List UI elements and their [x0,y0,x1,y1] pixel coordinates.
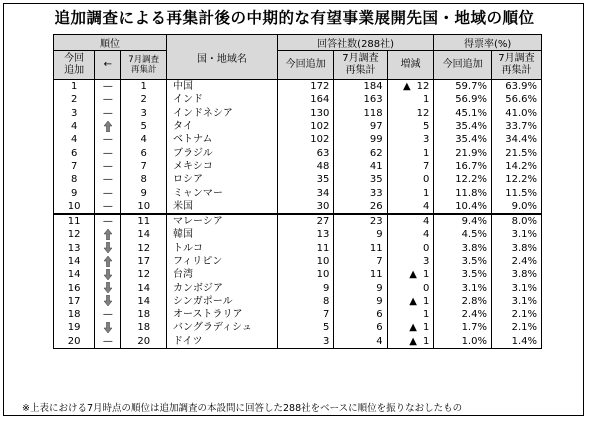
rank-current: 11 [54,214,95,228]
change-value: 0 [423,174,430,186]
respondents-july: 9 [334,295,387,308]
country-name: タイ [167,120,278,133]
respondents-current: 9 [277,281,334,294]
rank-change-arrow: — [95,200,121,214]
share-july: 3.8% [491,242,541,255]
share-current: 45.1% [434,107,492,120]
table-row [54,242,542,255]
country-name: ドイツ [167,335,278,349]
rank-change-arrow: — [95,335,121,349]
decrease-mark: ▲ [409,322,417,334]
respondents-july: 9 [334,228,387,241]
share-july: 8.0% [491,214,541,228]
rank-current: 16 [54,281,95,294]
rank-current: 4 [54,120,95,133]
page-title: 追加調査による再集計後の中期的な有望事業展開先国・地域の順位 [54,9,535,27]
arrow-down-icon [95,268,121,281]
share-current: 35.4% [434,133,492,146]
rank-change-arrow: — [95,107,121,120]
respondents-july: 7 [334,255,387,268]
arrow-down-icon [95,295,121,308]
rank-july: 2 [121,93,167,106]
rank-july: 5 [121,120,167,133]
arrow-down-icon [95,242,121,255]
change-value: 1 [423,269,430,281]
change-value: 1 [423,322,430,334]
respondents-current: 102 [277,120,334,133]
table-row [54,173,542,186]
table-row [54,80,542,94]
respondents-july: 33 [334,186,387,199]
rank-current: 14 [54,255,95,268]
arrow-up-icon [95,255,121,268]
share-july: 33.7% [491,120,541,133]
country-name: インド [167,93,278,106]
share-july: 21.5% [491,146,541,159]
share-july: 1.4% [491,335,541,349]
decrease-mark: ▲ [402,81,411,93]
rank-change-arrow: — [95,186,121,199]
change-value: 1 [423,335,430,347]
share-july: 2.1% [491,308,541,321]
table-row [54,133,542,146]
respondents-change [387,255,434,268]
rank-july: 11 [121,214,167,228]
share-july: 56.6% [491,93,541,106]
table-row [54,120,542,133]
share-july: 14.2% [491,160,541,173]
change-header: 増減 [387,51,434,80]
share-current: 9.4% [434,214,492,228]
country-name: ロシア [167,173,278,186]
rank-current: 4 [54,133,95,146]
rank-july: 18 [121,321,167,334]
respondents-current: 11 [277,242,334,255]
table-row [54,255,542,268]
change-value: 4 [423,229,430,241]
share-july: 3.8% [491,268,541,281]
rank-july: 9 [121,186,167,199]
respondents-current: 164 [277,93,334,106]
country-name: メキシコ [167,160,278,173]
rank-change-arrow: — [95,173,121,186]
change-value: 1 [423,295,430,307]
respondents-current: 27 [277,214,334,228]
country-name: オーストラリア [167,308,278,321]
rank-july: 6 [121,146,167,159]
change-value: 1 [423,187,430,199]
rank-july: 10 [121,200,167,214]
arrow-down-icon [95,281,121,294]
respondents-change [387,321,434,334]
country-name: ミャンマー [167,186,278,199]
decrease-mark: ▲ [409,269,417,281]
change-value: 0 [423,242,430,254]
country-name: ベトナム [167,133,278,146]
share-july: 34.4% [491,133,541,146]
rank-current: 9 [54,186,95,199]
country-name: 中国 [167,80,278,94]
arrow-up-icon [95,120,121,133]
country-name: カンボジア [167,281,278,294]
rank-current-header: 今回 追加 [54,51,95,80]
rank-july-header: 7月調査 再集計 [121,51,167,80]
rank-july: 7 [121,160,167,173]
share-july: 3.1% [491,295,541,308]
share-july: 12.2% [491,173,541,186]
share-current: 59.7% [434,80,492,94]
rank-july: 14 [121,281,167,294]
rank-july: 8 [121,173,167,186]
country-name: 台湾 [167,268,278,281]
rank-july: 20 [121,335,167,349]
rank-july: 12 [121,268,167,281]
rank-current: 10 [54,200,95,214]
change-value: 4 [423,200,430,212]
share-july: 3.1% [491,228,541,241]
rank-current: 13 [54,242,95,255]
respondents-july: 163 [334,93,387,106]
change-value: 3 [423,256,430,267]
arrow-up-icon [95,228,121,241]
respondents-july: 4 [334,335,387,349]
share-group-header: 得票率(%) [434,35,542,51]
country-name: バングラディシュ [167,321,278,334]
share-current: 2.4% [434,308,492,321]
rank-july: 3 [121,107,167,120]
respondents-change [387,146,434,159]
respondents-current: 172 [277,80,334,94]
respondents-change [387,160,434,173]
country-name: インドネシア [167,107,278,120]
resp-july-header: 7月調査 再集計 [334,51,387,80]
respondents-july: 6 [334,321,387,334]
country-name: ブラジル [167,146,278,159]
country-header: 国・地域名 [167,35,278,80]
respondents-change [387,268,434,281]
share-current: 3.8% [434,242,492,255]
respondents-july: 23 [334,214,387,228]
respondents-current: 7 [277,308,334,321]
respondents-current: 10 [277,268,334,281]
decrease-mark: ▲ [409,295,417,307]
share-july: 11.5% [491,186,541,199]
share-july: 3.1% [491,281,541,294]
rank-july: 12 [121,242,167,255]
rank-change-arrow: — [95,214,121,228]
table-row [54,268,542,281]
respondents-july: 41 [334,160,387,173]
share-current: 1.7% [434,321,492,334]
share-current: 35.4% [434,120,492,133]
respondents-july: 11 [334,268,387,281]
rank-change-arrow: — [95,308,121,321]
country-name: シンガポール [167,295,278,308]
respondents-change [387,242,434,255]
ranking-table-body [54,80,542,349]
rank-july: 14 [121,228,167,241]
respondents-change [387,133,434,146]
table-row [54,214,542,228]
share-july: 9.0% [491,200,541,214]
respondents-change [387,173,434,186]
respondents-july: 11 [334,242,387,255]
respondents-july: 184 [334,80,387,94]
table-row [54,228,542,241]
rank-current: 19 [54,321,95,334]
change-value: 1 [423,147,430,159]
respondents-change [387,214,434,228]
rank-current: 3 [54,107,95,120]
rank-current: 6 [54,146,95,159]
rank-arrow-header: ← [95,51,121,80]
share-july: 2.1% [491,321,541,334]
rank-current: 2 [54,93,95,106]
share-current: 3.5% [434,268,492,281]
respondents-current: 63 [277,146,334,159]
change-value: 7 [423,160,430,172]
respondents-change [387,335,434,349]
change-value: 4 [423,216,430,228]
table-row [54,281,542,294]
respondents-current: 8 [277,295,334,308]
country-name: フィリピン [167,255,278,268]
respondents-current: 3 [277,335,334,349]
respondents-current: 5 [277,321,334,334]
respondents-july: 9 [334,281,387,294]
rank-change-arrow: — [95,93,121,106]
change-value: 3 [423,134,430,146]
share-current: 11.8% [434,186,492,199]
respondents-july: 118 [334,107,387,120]
respondents-current: 10 [277,255,334,268]
respondents-change [387,107,434,120]
respondents-change [387,93,434,106]
rank-current: 20 [54,335,95,349]
table-row [54,93,542,106]
respondents-july: 35 [334,173,387,186]
respondents-change [387,295,434,308]
country-name: マレーシア [167,214,278,228]
table-row [54,308,542,321]
share-current: 3.1% [434,281,492,294]
rank-current: 17 [54,295,95,308]
share-current: 4.5% [434,228,492,241]
respondents-current: 130 [277,107,334,120]
share-july: 2.4% [491,255,541,268]
respondents-change [387,80,434,94]
country-name: 韓国 [167,228,278,241]
rank-current: 18 [54,308,95,321]
table-row [54,200,542,214]
respondents-change [387,120,434,133]
respondents-change [387,200,434,214]
country-name: トルコ [167,242,278,255]
share-july: 63.9% [491,80,541,94]
respondents-july: 62 [334,146,387,159]
ranking-table [53,34,542,349]
rank-current: 8 [54,173,95,186]
change-value: 12 [416,107,430,119]
rank-change-arrow: — [95,80,121,94]
change-value: 1 [423,309,430,321]
change-value: 0 [423,282,430,294]
arrow-down-icon [95,321,121,334]
share-current: 12.2% [434,173,492,186]
rank-current: 7 [54,160,95,173]
respondents-july: 99 [334,133,387,146]
respondents-july: 6 [334,308,387,321]
share-current: 2.8% [434,295,492,308]
rank-july: 1 [121,80,167,94]
share-july-header: 7月調査 再集計 [491,51,541,80]
respondents-current: 35 [277,173,334,186]
share-current: 16.7% [434,160,492,173]
share-current: 1.0% [434,335,492,349]
respondents-current: 102 [277,133,334,146]
rank-july: 18 [121,308,167,321]
rank-current: 14 [54,268,95,281]
respondents-change [387,186,434,199]
respondents-change [387,308,434,321]
decrease-mark: ▲ [409,335,417,347]
rank-change-arrow: — [95,146,121,159]
table-row [54,146,542,159]
rank-current: 1 [54,80,95,94]
respondents-july: 97 [334,120,387,133]
respondents-change [387,228,434,241]
table-row [54,321,542,334]
rank-change-arrow: — [95,160,121,173]
table-row [54,186,542,199]
rank-july: 17 [121,255,167,268]
footnote: ※上表における7月時点の順位は追加調査の本設問に回答した288社をベースに順位を振りなおしたもの [22,403,463,414]
share-current: 10.4% [434,200,492,214]
share-july: 41.0% [491,107,541,120]
table-row [54,160,542,173]
respondents-change [387,281,434,294]
share-current: 3.5% [434,255,492,268]
rank-group-header: 順位 [54,35,167,51]
change-value: 5 [423,121,430,133]
respondents-group-header: 回答社数(288社) [277,35,434,51]
change-value: 12 [416,81,430,93]
table-row [54,107,542,120]
respondents-current: 48 [277,160,334,173]
respondents-current: 30 [277,200,334,214]
share-current: 56.9% [434,93,492,106]
table-row [54,295,542,308]
table-row [54,335,542,349]
share-current-header: 今回追加 [434,51,492,80]
share-current: 21.9% [434,146,492,159]
rank-july: 4 [121,133,167,146]
change-value: 1 [423,94,430,106]
rank-change-arrow: — [95,133,121,146]
respondents-current: 34 [277,186,334,199]
resp-current-header: 今回追加 [277,51,334,80]
rank-current: 12 [54,228,95,241]
respondents-current: 13 [277,228,334,241]
rank-july: 14 [121,295,167,308]
respondents-july: 26 [334,200,387,214]
country-name: 米国 [167,200,278,214]
